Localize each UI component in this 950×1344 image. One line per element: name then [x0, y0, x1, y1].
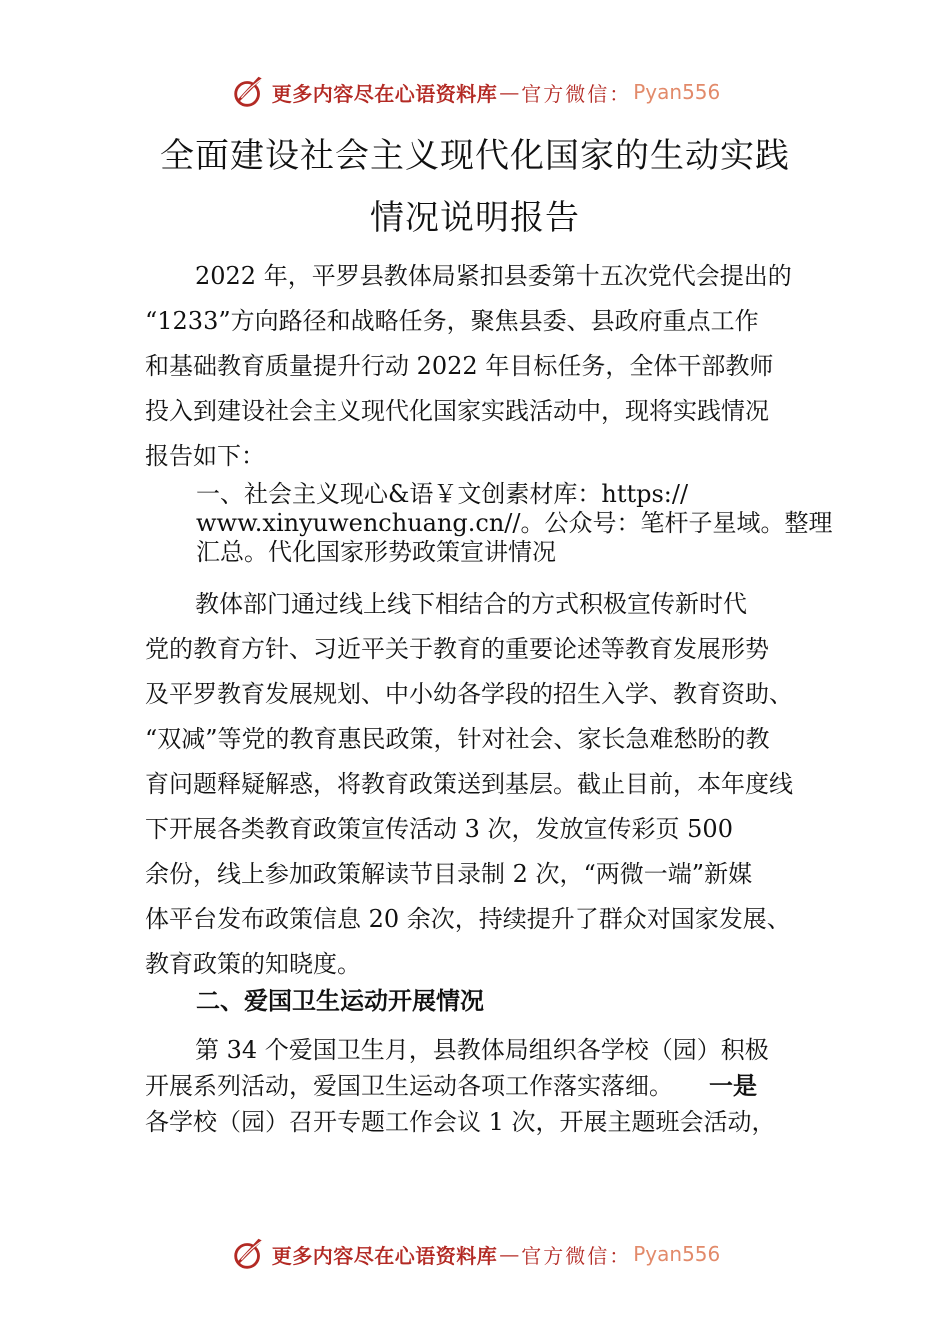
- quill-pen-logo-icon: [230, 73, 268, 111]
- watermark-wechat-id: Pyan556: [633, 1242, 721, 1266]
- text-line: “1233”方向路径和战略任务，聚焦县委、县政府重点工作: [145, 307, 759, 335]
- text-line: 下开展各类教育政策宣传活动 3 次，发放宣传彩页 500: [145, 815, 733, 843]
- section1-body: [145, 582, 835, 987]
- text-line: 和基础教育质量提升行动 2022 年目标任务，全体干部教师: [145, 352, 774, 380]
- text-line: 教体部门通过线上线下相结合的方式积极宣传新时代: [195, 590, 747, 618]
- section2-body: [145, 1032, 835, 1140]
- text-line: www.xinyuwenchuang.cn//。公众号：笔杆子星域。整理: [196, 509, 833, 537]
- watermark-wechat-id: Pyan556: [633, 80, 721, 104]
- text-line: 一、社会主义现心&语￥文创素材库：https://: [196, 480, 689, 508]
- text-line: 余份，线上参加政策解读节目录制 2 次，“两微一端”新媒: [145, 860, 753, 888]
- text-line: 及平罗教育发展规划、中小幼各学段的招生入学、教育资助、: [145, 680, 793, 708]
- watermark-lead-text: 更多内容尽在心语资料库: [271, 1243, 498, 1268]
- text-line: 报告如下：: [145, 442, 265, 470]
- text-line: 体平台发布政策信息 20 余次，持续提升了群众对国家发展、: [145, 905, 791, 933]
- text-line: 育问题释疑解惑，将教育政策送到基层。截止目前，本年度线: [145, 770, 793, 798]
- text-line: 投入到建设社会主义现代化国家实践活动中，现将实践情况: [145, 397, 769, 425]
- section1-heading: [196, 480, 836, 567]
- text-line: 教育政策的知晓度。: [145, 950, 361, 978]
- quill-pen-logo-icon: [230, 1235, 268, 1273]
- text-line: “双减”等党的教育惠民政策，针对社会、家长急难愁盼的教: [145, 725, 770, 753]
- text-line: 党的教育方针、习近平关于教育的重要论述等教育发展形势: [145, 635, 769, 663]
- text-line: 各学校（园）召开专题工作会议 1 次，开展主题班会活动，: [145, 1108, 776, 1136]
- text-line: 2022 年，平罗县教体局紧扣县委第十五次党代会提出的: [195, 262, 792, 290]
- section2-heading: 二、爱国卫生运动开展情况: [196, 987, 484, 1015]
- emphasis-text: 一是: [709, 1072, 757, 1100]
- watermark-banner-bottom: [0, 1234, 950, 1274]
- text-fragment: 开展系列活动，爱国卫生运动各项工作落实落细。: [145, 1072, 673, 1100]
- text-line: [145, 1068, 835, 1104]
- watermark-separator: —: [499, 1242, 520, 1266]
- watermark-lead-text: 更多内容尽在心语资料库: [271, 81, 498, 106]
- text-line: 第 34 个爱国卫生月，县教体局组织各学校（园）积极: [195, 1036, 769, 1064]
- intro-paragraph: [145, 254, 835, 479]
- watermark-official-label: 官方微信：: [521, 1243, 632, 1268]
- document-title-line2: 情况说明报告: [370, 198, 580, 238]
- watermark-banner-top: [0, 72, 950, 112]
- text-line: 汇总。代化国家形势政策宣讲情况: [196, 538, 556, 566]
- watermark-official-label: 官方微信：: [521, 81, 632, 106]
- watermark-separator: —: [499, 80, 520, 104]
- document-title-line1: 全面建设社会主义现代化国家的生动实践: [160, 136, 790, 176]
